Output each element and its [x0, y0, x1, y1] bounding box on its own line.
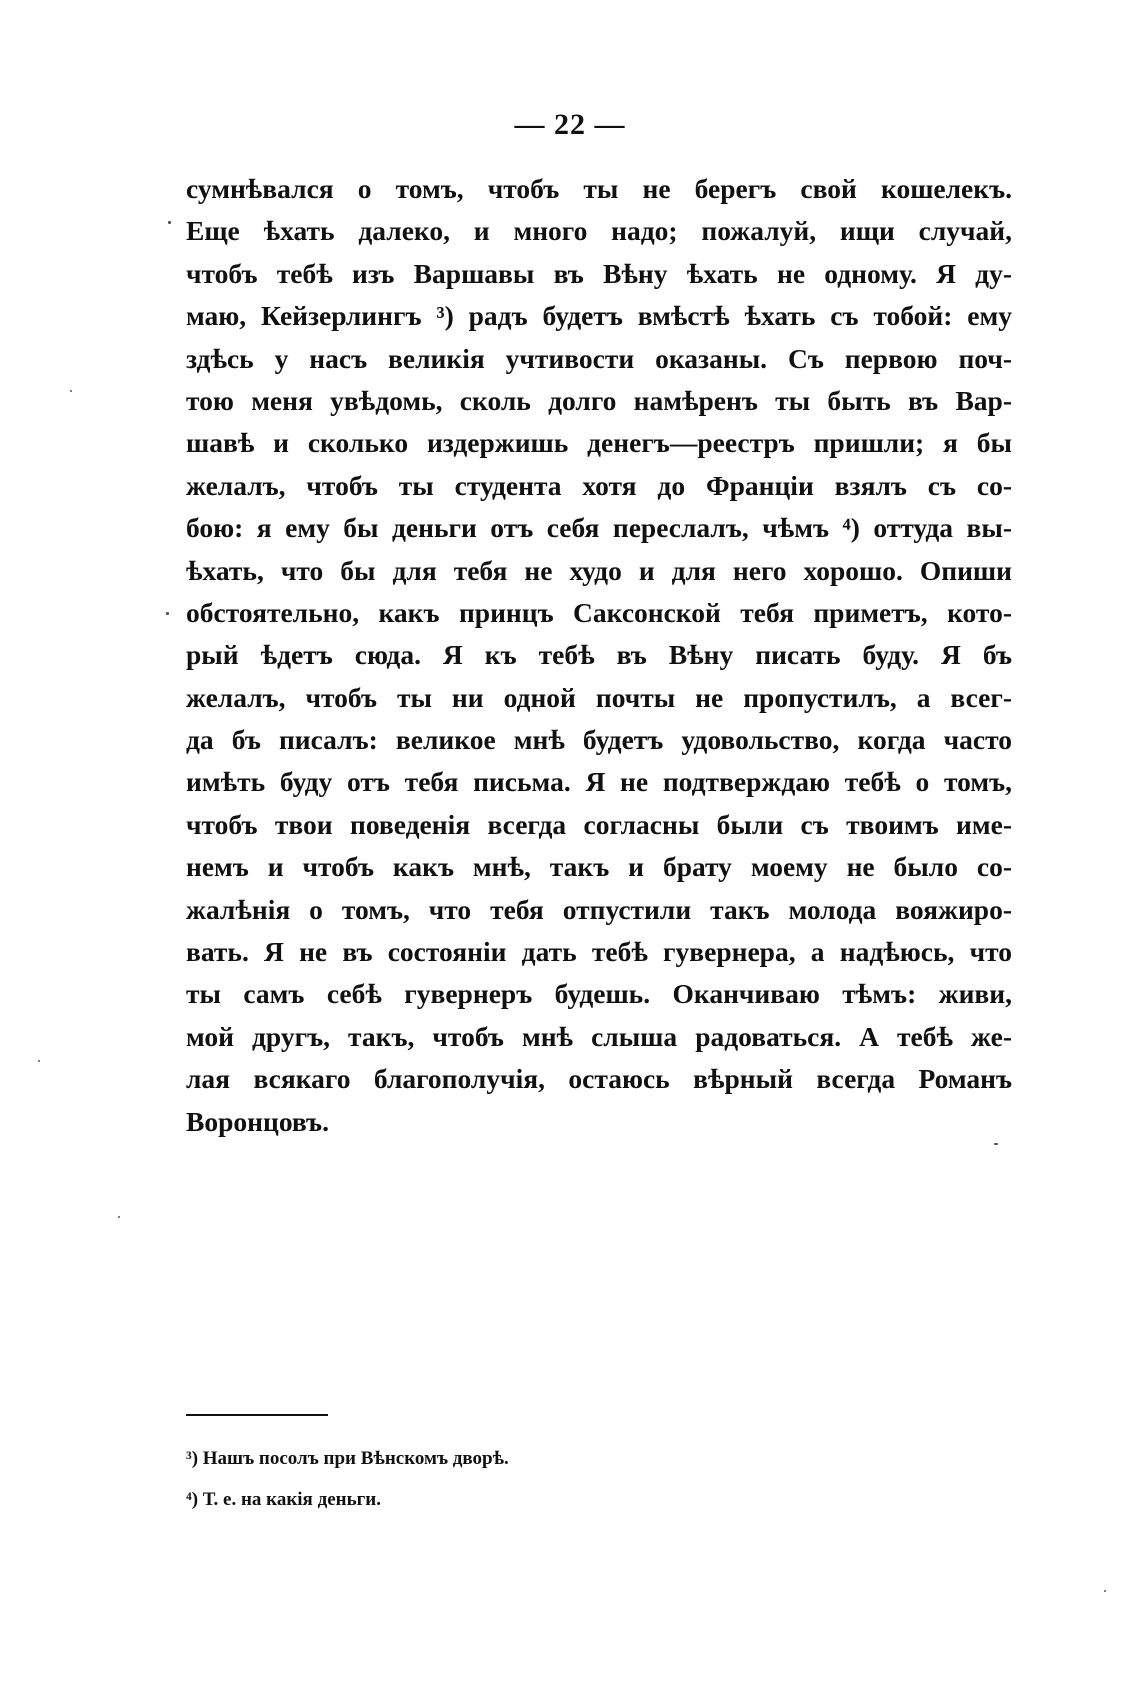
text-line: имѣть буду отъ тебя письма. Я не подтверждаю тебѣ о томъ, — [186, 766, 1012, 798]
text-line: жалѣнія о томъ, что тебя отпустили такъ молода вояжиро- — [186, 893, 1012, 925]
text-line: обстоятельно, какъ принцъ Саксонской тебя приметъ, кото- — [186, 596, 1012, 628]
text-line-signature: Воронцовъ. — [186, 1105, 329, 1137]
text-line: шавѣ и сколько издержишь денегъ—реестръ пришли; я бы — [186, 427, 1012, 459]
text-line: желалъ, чтобъ ты ни одной почты не пропустилъ, а всег- — [186, 681, 1012, 713]
text-line: здѣсь у насъ великія учтивости оказаны. Съ первою поч- — [186, 342, 1012, 374]
letter-text — [186, 168, 1012, 1143]
footnote-rule — [186, 1414, 328, 1416]
text-line: маю, Кейзерлингъ ³) радъ будетъ вмѣстѣ ѣхать съ тобой: ему — [186, 300, 1012, 332]
text-line: мой другъ, такъ, чтобъ мнѣ слыша радоваться. А тебѣ же- — [186, 1020, 1012, 1052]
scan-speck — [38, 1060, 40, 1062]
text-line: желалъ, чтобъ ты студента хотя до Франціи взялъ съ со- — [186, 469, 1012, 501]
scan-speck — [70, 390, 72, 392]
text-line: немъ и чтобъ какъ мнѣ, такъ и брату моему не было со- — [186, 851, 1012, 883]
footnote-3: ³) Нашъ посолъ при Вѣнскомъ дворѣ. — [186, 1448, 509, 1469]
scan-speck — [994, 1143, 998, 1145]
text-line: вать. Я не въ состояніи дать тебѣ гувернера, а надѣюсь, что — [186, 936, 1012, 968]
text-line: лая всякаго благополучія, остаюсь вѣрный всегда Романъ — [186, 1063, 1012, 1095]
footnotes — [186, 1438, 886, 1520]
scan-speck — [118, 1216, 120, 1218]
text-line: ты самъ себѣ гувернеръ будешь. Оканчиваю тѣмъ: живи, — [186, 978, 1012, 1010]
text-line: да бъ писалъ: великое мнѣ будетъ удовольство, когда часто — [186, 724, 1012, 756]
text-line: бою: я ему бы деньги отъ себя переслалъ, чѣмъ ⁴) оттуда вы- — [186, 512, 1012, 544]
text-line: ѣхать, что бы для тебя не худо и для него хорошо. Опиши — [186, 554, 1012, 586]
scan-speck — [1104, 1590, 1106, 1592]
text-line: тою меня увѣдомь, сколь долго намѣренъ ты быть въ Вар- — [186, 384, 1012, 416]
scan-speck — [168, 221, 171, 224]
text-line: сумнѣвался о томъ, чтобъ ты не берегъ свой кошелекъ. — [186, 173, 1012, 204]
text-line: Еще ѣхать далеко, и много надо; пожалуй, ищи случай, — [186, 215, 1012, 247]
page-number: — 22 — — [514, 108, 626, 141]
text-line: чтобъ тебѣ изъ Варшавы въ Вѣну ѣхать не одному. Я ду- — [186, 257, 1012, 289]
text-line: рый ѣдетъ сюда. Я къ тебѣ въ Вѣну писать буду. Я бъ — [186, 639, 1012, 671]
text-line: чтобъ твои поведенія всегда согласны были съ твоимъ име- — [186, 808, 1012, 840]
scan-speck — [166, 612, 169, 615]
footnote-4: ⁴) Т. е. на какія деньги. — [186, 1489, 381, 1510]
